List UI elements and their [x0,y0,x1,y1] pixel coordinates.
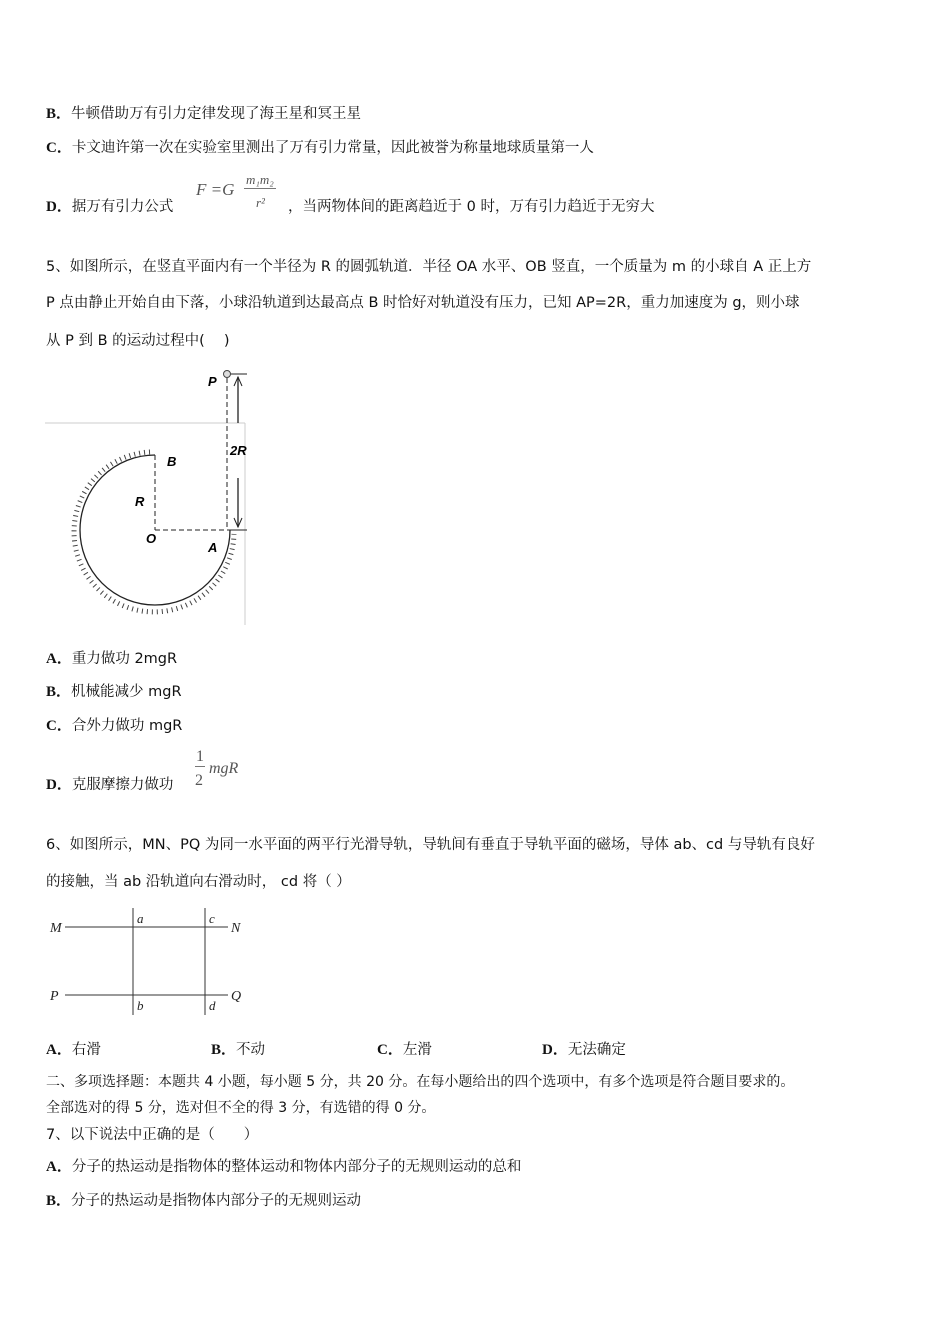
q6-stem-line: 的接触，当 ab 沿轨道向右滑动时， cd 将（ ） [46,874,351,890]
option-text: 据万有引力公式 [71,199,174,215]
q6-option-a [46,1038,101,1059]
q7-option-a [46,1155,521,1176]
option-label: C． [377,1042,403,1058]
option-label: B． [211,1042,237,1058]
formula-lhs: F =G [196,180,235,199]
option-text: 无法确定 [567,1042,626,1058]
q7-stem: 7、以下说法中正确的是（ ） [46,1127,259,1143]
label-d: d [209,998,216,1013]
option-label: D． [46,777,72,793]
label-m: M [50,921,62,936]
option-text: 合外力做功 mgR [71,718,183,734]
option-text: 不动 [236,1042,266,1058]
label-o: O [146,531,157,546]
q5-option-a [46,647,177,668]
option-label: A． [46,1159,72,1175]
q5-option-b [46,680,182,701]
label-2r: 2R [230,443,247,458]
label-q: Q [231,989,242,1004]
label-r: R [135,494,145,509]
q6-option-d [542,1038,626,1059]
option-text: 分子的热运动是指物体的整体运动和物体内部分子的无规则运动的总和 [71,1159,522,1175]
option-text: 右滑 [71,1042,101,1058]
option-label: C． [46,718,72,734]
q6-option-b [211,1038,265,1059]
option-text: 机械能减少 mgR [71,684,182,700]
q5-stem-line: P 点由静止开始自由下落，小球沿轨道到达最高点 B 时恰好对轨道没有压力，已知 AP=2R，重力加速度为 g，则小球 [46,295,800,311]
option-label: B． [46,1193,72,1209]
formula-numerator: m₁m₂ [246,172,274,187]
option-label: C． [46,140,72,156]
q6-figure [49,908,241,1015]
q5-stem-line: 5、如图所示，在竖直平面内有一个半径为 R 的圆弧轨道．半径 OA 水平、OB 竖直，一个质量为 m 的小球自 A 正上方 [46,259,812,275]
q7-option-b [46,1189,361,1210]
option-label: D． [542,1042,568,1058]
label-b: b [137,998,144,1013]
option-label: B． [46,684,72,700]
option-label: A． [46,1042,72,1058]
q6-option-c [377,1038,432,1059]
fraction-denominator: 2 [195,772,203,789]
q5-option-d [46,773,173,794]
option-text: 牛顿借助万有引力定律发现了海王星和冥王星 [71,106,362,122]
q6-stem-line: 6、如图所示，MN、PQ 为同一水平面的两平行光滑导轨，导轨间有垂直于导轨平面的磁场，导体 ab、cd 与导轨有良好 [46,837,815,853]
ball [224,371,231,378]
label-b: B [167,454,177,469]
q5-stem-line: 从 P 到 B 的运动过程中( ) [46,333,230,349]
q5-option-c [46,714,182,735]
label-c: c [209,911,215,926]
label-a: a [137,911,144,926]
label-n: N [231,921,241,936]
formula-tail: mgR [209,760,239,777]
formula-denominator: r² [256,195,265,210]
option-text: ，当两物体间的距离趋近于 0 时，万有引力趋近于无穷大 [288,199,655,215]
option-text: 重力做功 2mgR [71,651,178,667]
option-text: 左滑 [402,1042,432,1058]
option-text: 分子的热运动是指物体内部分子的无规则运动 [71,1193,362,1209]
section-heading: 二、多项选择题：本题共 4 小题，每小题 5 分，共 20 分。在每小题给出的四个选项中，有多个选项是符合题目要求的。 [46,1074,795,1090]
option-label: A． [46,651,72,667]
option-text: 克服摩擦力做功 [71,777,174,793]
label-p: P [50,989,59,1004]
option-label: B． [46,106,72,122]
label-p: P [208,374,217,389]
label-a: A [208,540,218,555]
section-instructions: 全部选对的得 5 分，选对但不全的得 3 分，有选错的得 0 分。 [46,1100,436,1116]
option-label: D． [46,199,72,215]
option-text: 卡文迪许第一次在实验室里测出了万有引力常量，因此被誉为称量地球质量第一人 [71,140,594,156]
fraction-numerator: 1 [196,748,204,765]
